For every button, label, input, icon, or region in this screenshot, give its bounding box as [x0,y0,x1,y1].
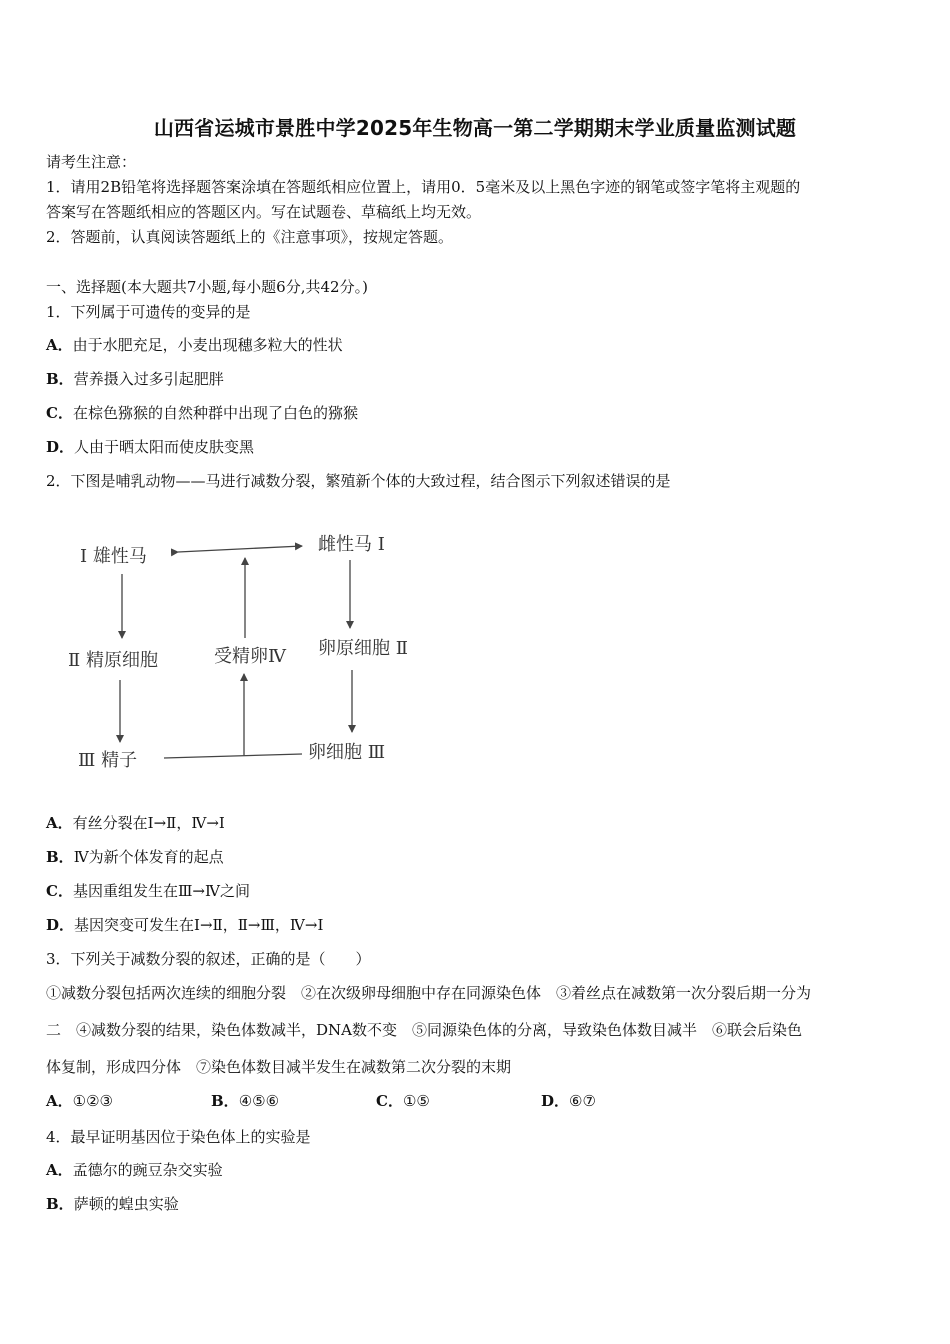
question-2-option-d [46,915,323,935]
diagram-label-sperm-cell: Ⅱ 精原细胞 [68,650,158,671]
question-2-option-b [46,847,224,867]
page-title: 山西省运城市景胜中学2025年生物高一第二学期期末学业质量监测试题 [153,116,797,140]
question-2-stem: 2．下图是哺乳动物——马进行减数分裂，繁殖新个体的大致过程，结合图示下列叙述错误的是 [46,472,671,490]
question-3-option-c [376,1091,541,1111]
option-label: D． [46,916,75,934]
option-label: A． [46,1161,73,1179]
option-label: A． [46,336,73,354]
question-1-option-a [46,335,343,355]
question-4-option-b [46,1194,179,1214]
question-1-option-c [46,403,358,423]
mating-arrow [178,546,302,552]
option-text: 人由于晒太阳而使皮肤变黑 [74,438,255,456]
option-text: Ⅳ为新个体发育的起点 [73,848,224,866]
option-text: 孟德尔的豌豆杂交实验 [72,1161,223,1179]
option-text: ⑥⑦ [569,1092,596,1110]
option-label: D． [46,438,75,456]
question-1-option-d [46,437,254,457]
option-label: A． [46,1092,73,1110]
option-text: ①⑤ [402,1092,430,1110]
option-label: D． [541,1092,570,1110]
option-text: 基因重组发生在Ⅲ→Ⅳ之间 [72,882,250,900]
question-3-statements-line-3: 体复制，形成四分体 ⑦染色体数目减半发生在减数第二次分裂的末期 [46,1058,512,1076]
question-3-stem: 3．下列关于减数分裂的叙述，正确的是（ ） [46,950,371,968]
section-heading: 一、选择题(本大题共7小题,每小题6分,共42分。) [46,278,368,296]
option-label: B． [46,1195,74,1213]
option-label: C． [46,882,73,900]
option-text: ④⑤⑥ [238,1092,280,1110]
reproduction-diagram [60,520,440,790]
notice-item-1-line-1: 1．请用2B铅笔将选择题答案涂填在答题纸相应位置上，请用0．5毫米及以上黑色字迹的钢笔或签字笔将主观题的 [46,178,801,196]
option-text: 基因突变可发生在Ⅰ→Ⅱ，Ⅱ→Ⅲ，Ⅳ→Ⅰ [74,916,324,934]
question-2-option-c [46,881,250,901]
option-text: 萨顿的蝗虫实验 [73,1195,179,1213]
option-text: 营养摄入过多引起肥胖 [73,370,224,388]
question-3-statements-line-2: 二 ④减数分裂的结果，染色体数减半，DNA数不变 ⑤同源染色体的分离，导致染色体数目减半 ⑥联会后染色 [46,1021,802,1039]
question-3-option-d [541,1091,596,1111]
question-4-stem: 4．最早证明基因位于染色体上的实验是 [46,1128,311,1146]
diagram-label-egg: 卵细胞 Ⅲ [308,742,386,763]
option-text: 由于水肥充足，小麦出现穗多粒大的性状 [72,336,343,354]
option-text: 有丝分裂在Ⅰ→Ⅱ，Ⅳ→Ⅰ [72,814,225,832]
diagram-label-female: 雌性马 Ⅰ [318,534,385,555]
diagram-label-oogonium: 卵原细胞 Ⅱ [318,638,408,659]
notice-item-2: 2．答题前，认真阅读答题纸上的《注意事项》，按规定答题。 [46,228,454,246]
question-3-option-b [211,1091,376,1111]
option-label: B． [46,370,74,388]
option-label: C． [46,404,73,422]
question-3-statements-line-1: ①减数分裂包括两次连续的细胞分裂 ②在次级卵母细胞中存在同源染色体 ③着丝点在减数第一次分裂后期一分为 [46,984,812,1002]
question-2-option-a [46,813,225,833]
option-label: B． [46,848,74,866]
diagram-label-zygote: 受精卵Ⅳ [214,646,286,667]
option-text: 在棕色猕猴的自然种群中出现了白色的猕猴 [72,404,358,422]
diagram-label-male: Ⅰ 雄性马 [80,546,147,567]
option-label: A． [46,814,73,832]
question-4-option-a [46,1160,223,1180]
fertilization-line [164,754,302,758]
option-label: B． [211,1092,239,1110]
option-label: C． [376,1092,403,1110]
notice-heading: 请考生注意： [46,153,137,171]
notice-item-1-line-2: 答案写在答题纸相应的答题区内。写在试题卷、草稿纸上均无效。 [46,203,482,221]
option-text: ①②③ [72,1092,113,1110]
question-1-stem: 1．下列属于可遗传的变异的是 [46,303,251,321]
question-3-options [46,1091,596,1111]
diagram-label-sperm: Ⅲ 精子 [78,750,138,771]
question-3-option-a [46,1091,211,1111]
question-1-option-b [46,369,224,389]
